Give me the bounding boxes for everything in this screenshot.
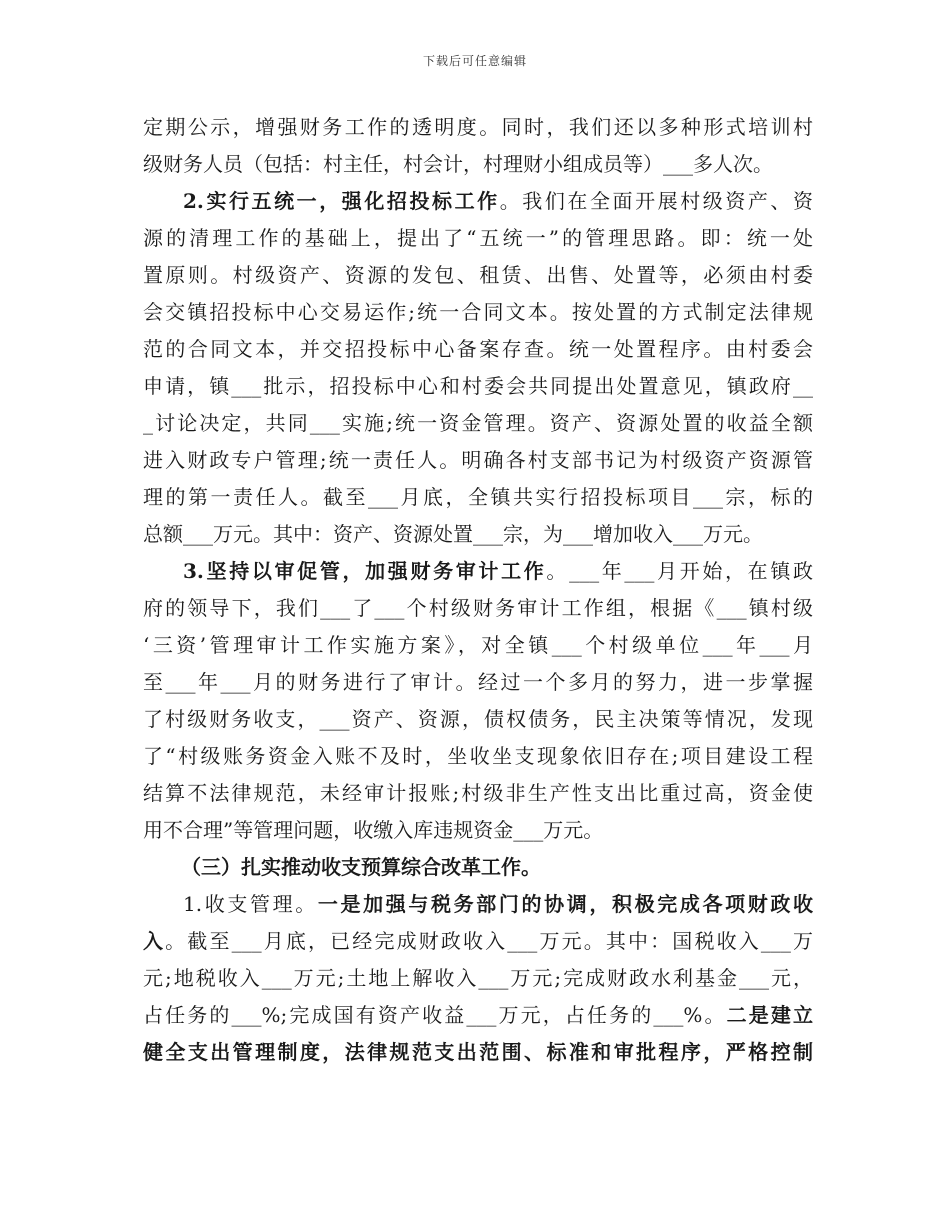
text-segment: _讨论决定，共同___实施;统一资金管理。资产、资源处置的收益全额 <box>143 411 813 435</box>
text-segment: 申请，镇___批示，招投标中心和村委会共同提出处置意见，镇政府__ <box>143 374 813 398</box>
text-segment: 1.收支管理。 <box>183 892 318 916</box>
paragraph-line <box>143 368 813 405</box>
paragraph-line <box>143 442 813 479</box>
text-segment: 会交镇招投标中心交易运作;统一合同文本。按处置的方式制定法律规 <box>143 300 813 324</box>
paragraph-line <box>143 479 813 516</box>
paragraph-line <box>143 331 813 368</box>
text-segment: 源的清理工作的基础上，提出了“五统一”的管理思路。即：统一处 <box>143 226 813 250</box>
text-segment: 。___年___月开始，在镇政 <box>546 559 814 583</box>
paragraph-line <box>143 664 813 701</box>
paragraph-line <box>143 257 813 294</box>
paragraph-line <box>143 701 813 738</box>
bold-text-segment: 入 <box>143 929 166 953</box>
paragraph-line <box>143 997 813 1034</box>
page-header-watermark: 下载后可任意编辑 <box>422 54 527 68</box>
paragraph-line <box>143 553 813 590</box>
text-segment: 府的领导下，我们___了___个村级财务审计工作组，根据《___镇村级 <box>143 596 813 620</box>
paragraph-line <box>143 923 813 960</box>
text-segment: 结算不法律规范，未经审计报账;村级非生产性支出比重过高，资金使 <box>143 781 813 805</box>
paragraph-line <box>143 775 813 812</box>
paragraph-line <box>143 812 813 849</box>
paragraph-line <box>143 146 813 183</box>
text-segment: 占任务的___%;完成国有资产收益___万元，占任务的___%。 <box>143 1003 727 1027</box>
text-segment: ‘三资’管理审计工作实施方案》，对全镇___个村级单位___年___月 <box>143 633 813 657</box>
paragraph-line <box>143 849 813 886</box>
bold-text-segment: 健全支出管理制度，法律规范支出范围、标准和审批程序，严格控制 <box>143 1040 813 1064</box>
text-segment: 了村级财务收支，___资产、资源，债权债务，民主决策等情况，发现 <box>143 707 813 731</box>
paragraph-line <box>143 294 813 331</box>
text-segment: 置原则。村级资产、资源的发包、租赁、出售、处置等，必须由村委 <box>143 263 813 287</box>
bold-text-segment: 2.实行五统一，强化招投标工作 <box>183 189 500 213</box>
paragraph-line <box>143 960 813 997</box>
text-segment: 定期公示，增强财务工作的透明度。同时，我们还以多种形式培训村 <box>143 115 813 139</box>
paragraph-line <box>143 109 813 146</box>
bold-text-segment: （三）扎实推动收支预算综合改革工作。 <box>181 855 541 879</box>
text-segment: 总额___万元。其中：资产、资源处置___宗，为___增加收入___万元。 <box>143 522 763 546</box>
paragraph-line <box>143 183 813 220</box>
text-segment: 范的合同文本，并交招投标中心备案存查。统一处置程序。由村委会 <box>143 337 813 361</box>
paragraph-line <box>143 1034 813 1071</box>
paragraph-line <box>143 516 813 553</box>
text-segment: 用不合理”等管理问题，收缴入库违规资金___万元。 <box>143 818 604 842</box>
text-segment: 进入财政专户管理;统一责任人。明确各村支部书记为村级资产资源管 <box>143 448 813 472</box>
document-body <box>143 109 813 1071</box>
text-segment: 元;地税收入___万元;土地上解收入___万元;完成财政水利基金___元， <box>143 966 813 990</box>
paragraph-line <box>143 627 813 664</box>
paragraph-line <box>143 590 813 627</box>
text-segment: 理的第一责任人。截至___月底，全镇共实行招投标项目___宗，标的 <box>143 485 813 509</box>
text-segment: 至___年___月的财务进行了审计。经过一个多月的努力，进一步掌握 <box>143 670 813 694</box>
bold-text-segment: 一是加强与税务部门的协调，积极完成各项财政收 <box>317 892 813 916</box>
text-segment: 。我们在全面开展村级资产、资 <box>499 189 813 213</box>
bold-text-segment: 3.坚持以审促管，加强财务审计工作 <box>183 559 547 583</box>
text-segment: 了“村级账务资金入账不及时，坐收坐支现象依旧存在;项目建设工程 <box>143 744 813 768</box>
text-segment: 。截至___月底，已经完成财政收入___万元。其中：国税收入___万 <box>165 929 814 953</box>
paragraph-line <box>143 405 813 442</box>
text-segment: 级财务人员（包括：村主任，村会计，村理财小组成员等）___多人次。 <box>143 152 773 176</box>
paragraph-line <box>143 220 813 257</box>
paragraph-line <box>143 738 813 775</box>
paragraph-line <box>143 886 813 923</box>
bold-text-segment: 二是建立 <box>726 1003 813 1027</box>
